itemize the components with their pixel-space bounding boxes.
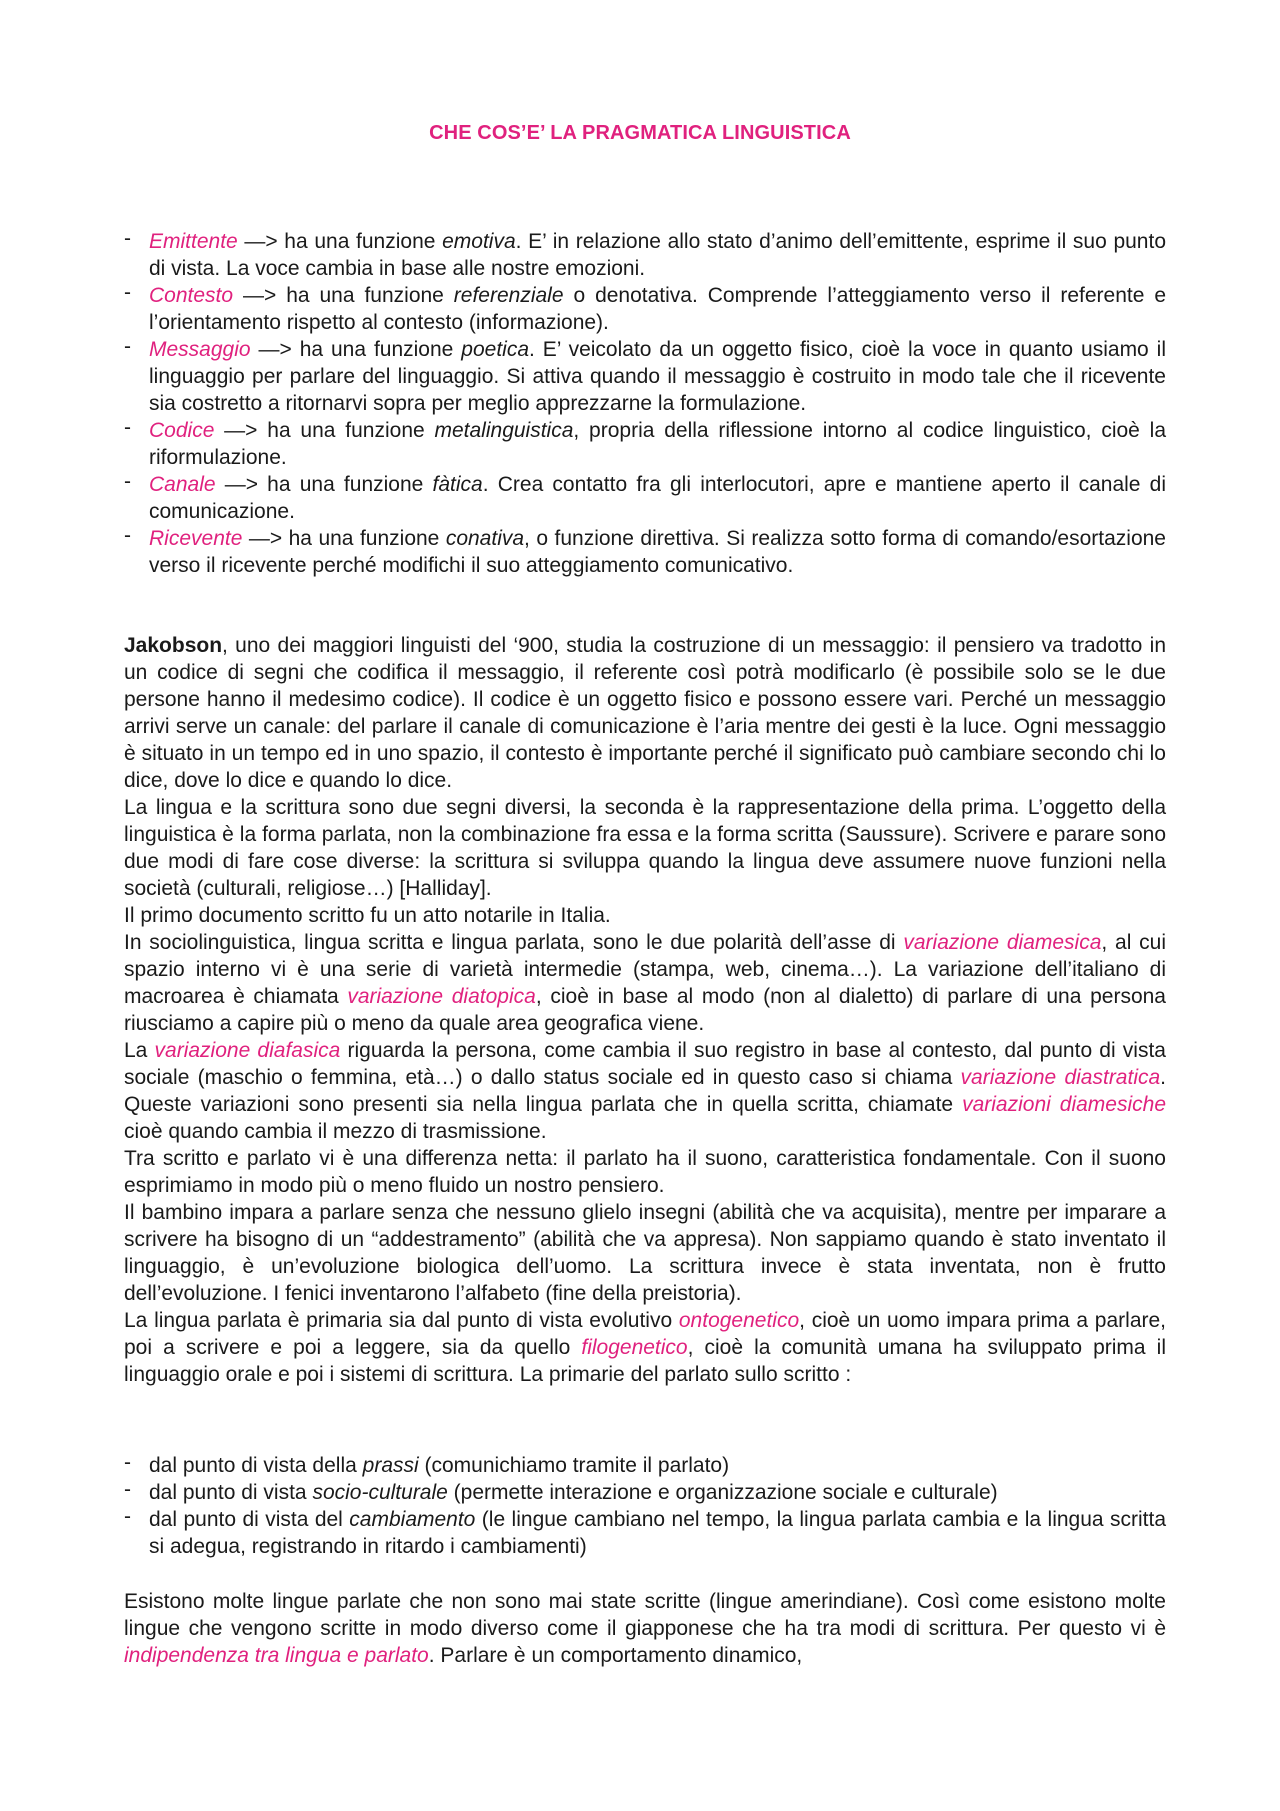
list-item: - dal punto di vista socio-culturale (permette interazione e organizzazione sociale e culturale) (124, 1479, 1166, 1506)
list-item: - Codice —> ha una funzione metalinguistica, propria della riflessione intorno al codice linguistico, cioè la riformulazione. (124, 417, 1166, 471)
list-term: Ricevente (149, 527, 243, 550)
paragraph: La variazione diafasica riguarda la persona, come cambia il suo registro in base al contesto, dal punto di vista sociale (maschio o femmina, età…) o dallo status sociale ed in questo caso si chiama variazione diastratica. Queste variazioni sono presenti sia nella lingua parlata che in quella scritta, chiamate variazioni diamesiche cioè quando cambia il mezzo di trasmissione. (124, 1039, 1167, 1143)
list-item: - Messaggio —> ha una funzione poetica. E’ veicolato da un oggetto fisico, cioè la voce in quanto usiamo il linguaggio per parlare del linguaggio. Si attiva quando il messaggio è costruito in modo tale che il ricevente sia costretto a ritornarvi sopra per meglio apprezzarne la formulazione. (124, 336, 1166, 417)
body-text (124, 632, 1166, 1388)
list-term: Canale (149, 473, 216, 496)
paragraph: Il primo documento scritto fu un atto notarile in Italia. (124, 904, 611, 927)
list-term: Messaggio (149, 338, 251, 361)
paragraph: Jakobson, uno dei maggiori linguisti del ‘900, studia la costruzione di un messaggio: il pensiero va tradotto in un codice di segni che codifica il messaggio, il referente così potrà modificarlo (è possibile solo se le due persone hanno il medesimo codice). Il codice è un oggetto fisico e possono essere vari. Perché un messaggio arrivi serve un canale: del parlare il canale di comunicazione è l’aria mentre dei gesti è la luce. Ogni messaggio è situato in un tempo ed in uno spazio, il contesto è importante perché il significato può cambiare secondo chi lo dice, dove lo dice e quando lo dice. (124, 634, 1166, 792)
list-term: Contesto (149, 284, 234, 307)
page-title: CHE COS’E’ LA PRAGMATICA LINGUISTICA (429, 122, 851, 144)
list-item: - Ricevente —> ha una funzione conativa, o funzione direttiva. Si realizza sotto forma di comando/esortazione verso il ricevente perché modifichi il suo atteggiamento comunicativo. (124, 525, 1166, 579)
paragraph: La lingua parlata è primaria sia dal punto di vista evolutivo ontogenetico, cioè un uomo impara prima a parlare, poi a scrivere e poi a leggere, sia da quello filogenetico, cioè la comunità umana ha sviluppato prima il linguaggio orale e poi i sistemi di scrittura. La primarie del parlato sullo scritto : (124, 1309, 1167, 1386)
list-item: - Emittente —> ha una funzione emotiva. E’ in relazione allo stato d’animo dell’emittente, esprime il suo punto di vista. La voce cambia in base alle nostre emozioni. (124, 228, 1166, 282)
paragraph: Il bambino impara a parlare senza che nessuno glielo insegni (abilità che va acquisita), mentre per imparare a scrivere ha bisogno di un “addestramento” (abilità che va appresa). Non sappiamo quando è stato inventato il linguaggio, è un’evoluzione biologica dell’uomo. La scrittura invece è stata inventata, non è frutto dell’evoluzione. I fenici inventarono l’alfabeto (fine della preistoria). (124, 1201, 1166, 1305)
list-item: - Canale —> ha una funzione fàtica. Crea contatto fra gli interlocutori, apre e mantiene aperto il canale di comunicazione. (124, 471, 1166, 525)
primacy-list (124, 1452, 1166, 1560)
paragraph: Tra scritto e parlato vi è una differenza netta: il parlato ha il suono, caratteristica fondamentale. Con il suono esprimiamo in modo più o meno fluido un nostro pensiero. (124, 1147, 1166, 1197)
list-term: Emittente (149, 230, 238, 253)
list-term: Codice (149, 419, 215, 442)
paragraph: In sociolinguistica, lingua scritta e lingua parlata, sono le due polarità dell’asse di variazione diamesica, al cui spazio interno vi è una serie di varietà intermedie (stampa, web, cinema…). La variazione dell’italiano di macroarea è chiamata variazione diatopica, cioè in base al modo (non al dialetto) di parlare di una persona riusciamo a capire più o meno da quale area geografica viene. (124, 931, 1166, 1035)
list-item: - Contesto —> ha una funzione referenziale o denotativa. Comprende l’atteggiamento verso il referente e l’orientamento rispetto al contesto (informazione). (124, 282, 1166, 336)
paragraph: Esistono molte lingue parlate che non sono mai state scritte (lingue amerindiane). Così come esistono molte lingue che vengono scritte in modo diverso come il giapponese che ha tra modi di scrittura. Per questo vi è indipendenza tra lingua e parlato. Parlare è un comportamento dinamico, (124, 1590, 1166, 1667)
paragraph: La lingua e la scrittura sono due segni diversi, la seconda è la rappresentazione della prima. L’oggetto della linguistica è la forma parlata, non la combinazione fra essa e la forma scritta (Saussure). Scrivere e parare sono due modi di fare cose diverse: la scrittura si sviluppa quando la lingua deve assumere nuove funzioni nella società (culturali, religiose…) [Halliday]. (124, 796, 1166, 900)
functions-list (124, 228, 1166, 579)
closing-text (124, 1588, 1166, 1669)
list-item: - dal punto di vista del cambiamento (le lingue cambiano nel tempo, la lingua parlata cambia e la lingua scritta si adegua, registrando in ritardo i cambiamenti) (124, 1506, 1166, 1560)
list-item: - dal punto di vista della prassi (comunichiamo tramite il parlato) (124, 1452, 1166, 1479)
